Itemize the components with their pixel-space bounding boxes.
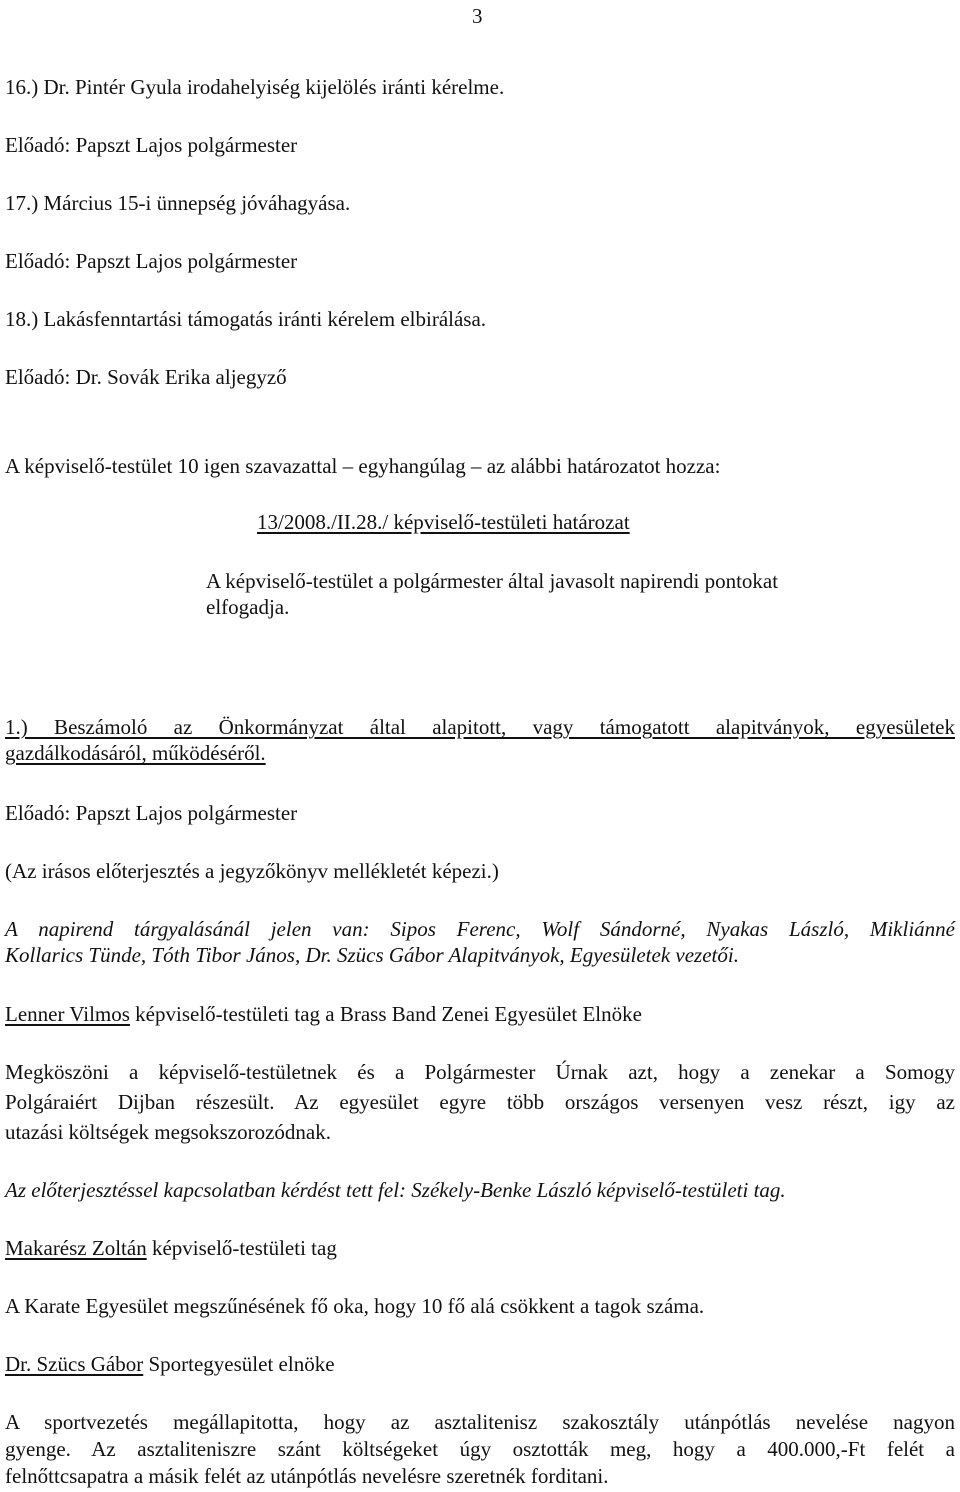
page-number: 3 <box>472 4 483 28</box>
agenda-item-16: 16.) Dr. Pintér Gyula irodahelyiség kijelölés iránti kérelme. <box>5 75 505 99</box>
agenda-item-17: 17.) Március 15-i ünnepség jóváhagyása. <box>5 191 351 215</box>
speech-line: felnőttcsapatra a másik felét az utánpótlás nevelésre szeretnék forditani. <box>5 1464 609 1488</box>
speaker-name: Lenner Vilmos <box>5 1002 130 1026</box>
speech-line: Megköszöni a képviselő-testületnek és a Polgármester Úrnak azt, hogy a zenekar a Somogy <box>5 1060 955 1084</box>
attendees-line2: Kollarics Tünde, Tóth Tibor János, Dr. Szücs Gábor Alapitványok, Egyesületek vezetői. <box>5 943 739 967</box>
agenda-item-16-presenter: Előadó: Papszt Lajos polgármester <box>5 133 298 157</box>
resolution-id: 13/2008./II.28./ képviselő-testületi határozat <box>257 510 630 534</box>
speaker-role: képviselő-testületi tag <box>146 1236 337 1260</box>
speaker-heading-makaresz <box>5 1235 337 1261</box>
speaker-heading-lenner <box>5 1001 642 1027</box>
speech-line: A sportvezetés megállapitotta, hogy az asztalitenisz szakosztály utánpótlás nevelése nagyon <box>5 1410 955 1434</box>
item1-presenter: Előadó: Papszt Lajos polgármester <box>5 801 298 825</box>
speaker-role: képviselő-testületi tag a Brass Band Zenei Egyesület Elnöke <box>129 1002 642 1026</box>
speech-line: A Karate Egyesület megszűnésének fő oka, hogy 10 fő alá csökkent a tagok száma. <box>5 1294 705 1318</box>
attendees-line1: A napirend tárgyalásánál jelen van: Sipos Ferenc, Wolf Sándorné, Nyakas László, Mikliánné <box>5 917 955 941</box>
speaker-name: Dr. Szücs Gábor <box>5 1352 144 1376</box>
vote-statement: A képviselő-testület 10 igen szavazattal – egyhangúlag – az alábbi határozatot hozza: <box>5 454 721 478</box>
speech-line: utazási költségek megsokszorozódnak. <box>5 1120 331 1144</box>
item1-title-line2: gazdálkodásáról, működéséről. <box>5 741 266 765</box>
question-note: Az előterjesztéssel kapcsolatban kérdést tett fel: Székely-Benke László képviselő-testületi tag. <box>5 1178 786 1202</box>
agenda-item-18-presenter: Előadó: Dr. Sovák Erika aljegyző <box>5 365 287 389</box>
item1-title-line1: 1.) Beszámoló az Önkormányzat által alapitott, vagy támogatott alapitványok, egyesületek <box>5 715 955 739</box>
agenda-item-18: 18.) Lakásfenntartási támogatás iránti kérelem elbirálása. <box>5 307 487 331</box>
resolution-text: A képviselő-testület a polgármester által javasolt napirendi pontokat elfogadja. <box>206 569 779 619</box>
speech-line: gyenge. Az asztaliteniszre szánt költségeket úgy osztották meg, hogy a 400.000,-Ft felét a <box>5 1437 955 1461</box>
speech-line: Polgáraiért Dijban részesült. Az egyesület egyre több országos versenyen vesz részt, igy az <box>5 1090 955 1114</box>
speaker-name: Makarész Zoltán <box>5 1236 147 1260</box>
speaker-heading-szucs <box>5 1351 335 1377</box>
speaker-role: Sportegyesület elnöke <box>143 1352 335 1376</box>
item1-note: (Az irásos előterjesztés a jegyzőkönyv mellékletét képezi.) <box>5 859 499 883</box>
agenda-item-17-presenter: Előadó: Papszt Lajos polgármester <box>5 249 298 273</box>
